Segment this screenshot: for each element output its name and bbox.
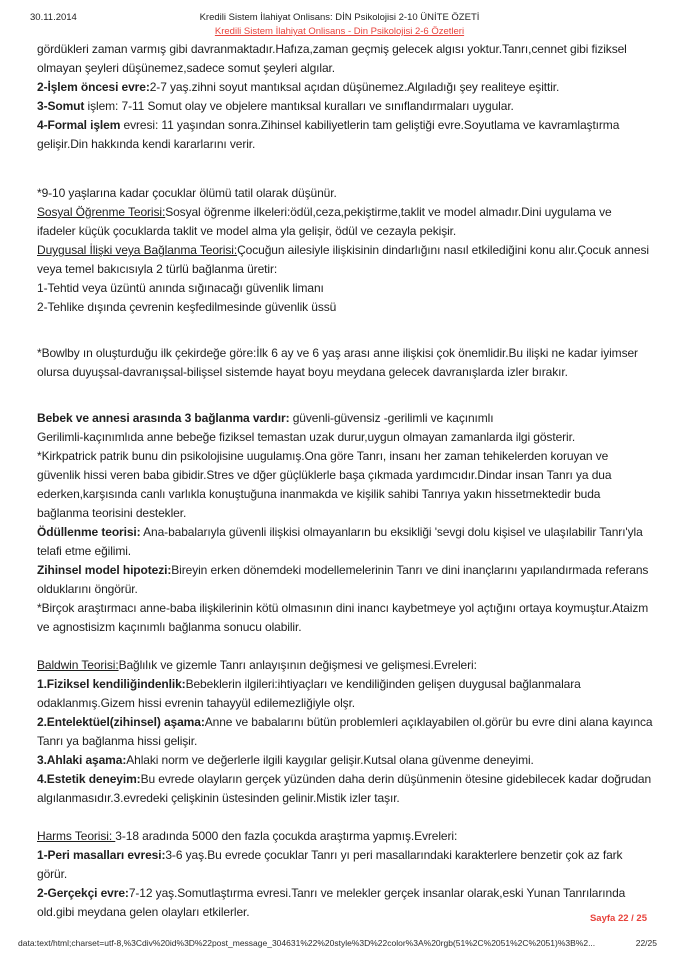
source-link[interactable]: Kredili Sistem İlahiyat Onlisans - Din Psikolojisi 2-6 Özetleri: [214, 26, 465, 37]
paragraph: [37, 713, 653, 751]
paragraph: [37, 97, 653, 116]
document-body: [37, 40, 653, 922]
paragraph-text: Çocuğun ailesiyle ilişkisinin dindarlığını nasıl etkilediğini konu alır.Çocuk annesi veya temel bakıcısıyla 2 türlü bağlanma üretir:: [37, 243, 649, 276]
paragraph-text: *Bowlby ın oluşturduğu ilk çekirdeğe göre:İlk 6 ay ve 6 yaş arası anne ilişkisi çok önemlidir.Bu ilişki ne kadar iyimser olursa duyuşsal-davranışsal-bilişsel sistemde hayat boyu meydana gelecek davranışlarda izler bırakır.: [37, 346, 638, 379]
print-header: [0, 12, 679, 26]
paragraph: [37, 298, 653, 317]
paragraph-lead: 3-Somut: [37, 99, 85, 113]
paragraph-lead: Bebek ve annesi arasında 3 bağlanma vardır:: [37, 411, 290, 425]
paragraph-text: 1-Tehtid veya üzüntü anında sığınacağı güvenlik limanı: [37, 281, 324, 295]
paragraph: [37, 884, 653, 922]
paragraph-lead: Harms Teorisi:: [37, 829, 116, 843]
paragraph: [37, 447, 653, 523]
paragraph: [37, 78, 653, 97]
paragraph-text: *9-10 yaşlarına kadar çocuklar ölümü tatil olarak düşünür.: [37, 186, 337, 200]
paragraph-lead: 2-Gerçekçi evre:: [37, 886, 129, 900]
page-title: Kredili Sistem İlahiyat Onlisans: DİN Psikolojisi 2-10 ÜNİTE ÖZETİ: [199, 12, 480, 23]
paragraph: [37, 561, 653, 599]
paragraph: [37, 184, 653, 203]
paragraph-text: 2-Tehlike dışında çevrenin keşfedilmesinde güvenlik üssü: [37, 300, 337, 314]
paragraph-text: işlem: 7-11 Somut olay ve objelere mantıksal kuralları ve sınıflandırmaları uygular.: [84, 99, 514, 113]
paragraph: [37, 241, 653, 279]
paragraph-lead: Sosyal Öğrenme Teorisi:: [37, 205, 166, 219]
print-footer: [0, 936, 679, 952]
paragraph-lead: Zihinsel model hipotezi:: [37, 563, 172, 577]
paragraph-text: Ahlaki norm ve değerlerle ilgili kaygılar gelişir.Kutsal olana güvenme deneyimi.: [126, 753, 534, 767]
paragraph: [37, 279, 653, 298]
paragraph-text: Sosyal öğrenme ilkeleri:ödül,ceza,pekiştirme,taklit ve model almadır.Dini uygulama ve ifadeler küçük çocuklarda taklit ve model alma yla gelişir, ödül ve cezayla pekişir.: [37, 205, 612, 238]
paragraph: [37, 116, 653, 154]
paragraph: [37, 846, 653, 884]
paragraph-lead: 2-İşlem öncesi evre:: [37, 80, 150, 94]
paragraph-lead: 3.Ahlaki aşama:: [37, 753, 127, 767]
paragraph: [37, 523, 653, 561]
paragraph-text: Bağlılık ve gizemle Tanrı anlayışının değişmesi ve gelişmesi.Evreleri:: [118, 658, 477, 672]
paragraph-text: 3-6 yaş.Bu evrede çocuklar Tanrı yı peri masallarındaki karakterlere benzetir çok az fark görür.: [37, 848, 623, 881]
paragraph: [37, 751, 653, 770]
paragraph-text: Bebeklerin ilgileri:ihtiyaçları ve kendiliğinden gelişen duygusal bağlanmalara odaklanmış.Gizem hissi evrenin tahayyül edilemezliğiyle olşr.: [37, 677, 581, 710]
paragraph-lead: 2.Entelektüel(zihinsel) aşama:: [37, 715, 205, 729]
paragraph: [37, 344, 653, 382]
paragraph-text: Gerilimli-kaçınımlıda anne bebeğe fiziksel temastan uzak durur,uygun olmayan zamanlarda ilgi gösterir.: [37, 430, 576, 444]
paragraph-text: Bu evrede olayların gerçek yüzünden daha derin düşünmenin ötesine gidebilecek kadar doğrudan algılanmasıdır.3.evredeki çelişkinin üstesinden gelinir.Mistik izler taşır.: [37, 772, 652, 805]
paragraph-text: 7-12 yaş.Somutlaştırma evresi.Tanrı ve melekler gerçek insanlar olarak,eski Yunan Tanrılarında old.gibi meydana gelen olayları etkilerler.: [37, 886, 626, 919]
paragraph-lead: 4-Formal işlem: [37, 118, 121, 132]
paragraph-lead: Baldwin Teorisi:: [37, 658, 119, 672]
paragraph-text: evresi: 11 yaşından sonra.Zihinsel kabiliyetlerin tam geliştiği evre.Soyutlama ve kavramlaştırma gelişir.Din hakkında kendi kararlarını verir.: [37, 118, 620, 151]
paragraph-text: 2-7 yaş.zihni soyut mantıksal açıdan düşünemez.Algıladığı şey realiteye eşittir.: [149, 80, 560, 94]
paragraph: [37, 428, 653, 447]
paragraph-text: *Birçok araştırmacı anne-baba ilişkilerinin kötü olmasının dini inancı kaybetmeye yol açtığını ortaya koymuştur.Ataizm ve agnostisizm kaçınımlı bağlanma sonucu olabilir.: [37, 601, 649, 634]
footer-page-number: 22/25: [635, 938, 657, 948]
paragraph-lead: Ödüllenme teorisi:: [37, 525, 141, 539]
paragraph: [37, 770, 653, 808]
paragraph: [37, 203, 653, 241]
footer-url: data:text/html;charset=utf-8,%3Cdiv%20id%3D%22post_message_304631%22%20style%3D%22color%3A%20rgb(51%2C%2051%2C%2051)%3B%2...: [18, 938, 596, 948]
paragraph: [37, 656, 653, 675]
paragraph: [37, 599, 653, 637]
paragraph: [37, 409, 653, 428]
paragraph-lead: Duygusal İlişki veya Bağlanma Teorisi:: [37, 243, 238, 257]
print-date: 30.11.2014: [30, 12, 77, 23]
paragraph-text: Ana-babalarıyla güvenli ilişkisi olmayanların bu eksikliği 'sevgi dolu kişisel ve ulaşılabilir Tanrı'yla telafi etme eğilimi.: [37, 525, 643, 558]
page-label: Sayfa 22 / 25: [589, 913, 647, 924]
paragraph-text: gördükleri zaman varmış gibi davranmaktadır.Hafıza,zaman geçmiş gelecek algısı yoktur.Tanrı,cennet gibi fiziksel olmayan şeyleri düşünemez,sadece somut şeyleri algılar.: [37, 42, 627, 75]
paragraph-text: Bireyin erken dönemdeki modellemelerinin Tanrı ve dini inançlarını yapılandırmada referans olduklarını öngörür.: [37, 563, 649, 596]
paragraph-text: güvenli-güvensiz -gerilimli ve kaçınımlı: [289, 411, 494, 425]
paragraph-text: 3-18 aradında 5000 den fazla çocukda araştırma yapmış.Evreleri:: [115, 829, 458, 843]
paragraph: [37, 827, 653, 846]
paragraph-text: Anne ve babalarını bütün problemleri açıklayabilen ol.görür bu evre dini alana kayınca Tanrı ya bağlanma hissi gelişir.: [37, 715, 653, 748]
paragraph: [37, 40, 653, 78]
paragraph-lead: 1.Fiziksel kendiliğindenlik:: [37, 677, 186, 691]
paragraph-lead: 4.Estetik deneyim:: [37, 772, 141, 786]
paragraph-text: *Kirkpatrick patrik bunu din psikolojisine uugulamış.Ona göre Tanrı, insanı her zaman tehikelerden koruyan ve güvenlik hissi veren baba gibidir.Stres ve dğer güçlüklerle başa çıkmada yardımcıdır.Dindar insan Tanrı ya dua ederken,karşısında canlı varlıkla konuştuğuna inanmakda ve kişilik sahibi Tanrıya yakın hissetmektedir buda bağlanma teorisini destekler.: [37, 449, 612, 520]
paragraph: [37, 675, 653, 713]
paragraph-lead: 1-Peri masalları evresi:: [37, 848, 166, 862]
